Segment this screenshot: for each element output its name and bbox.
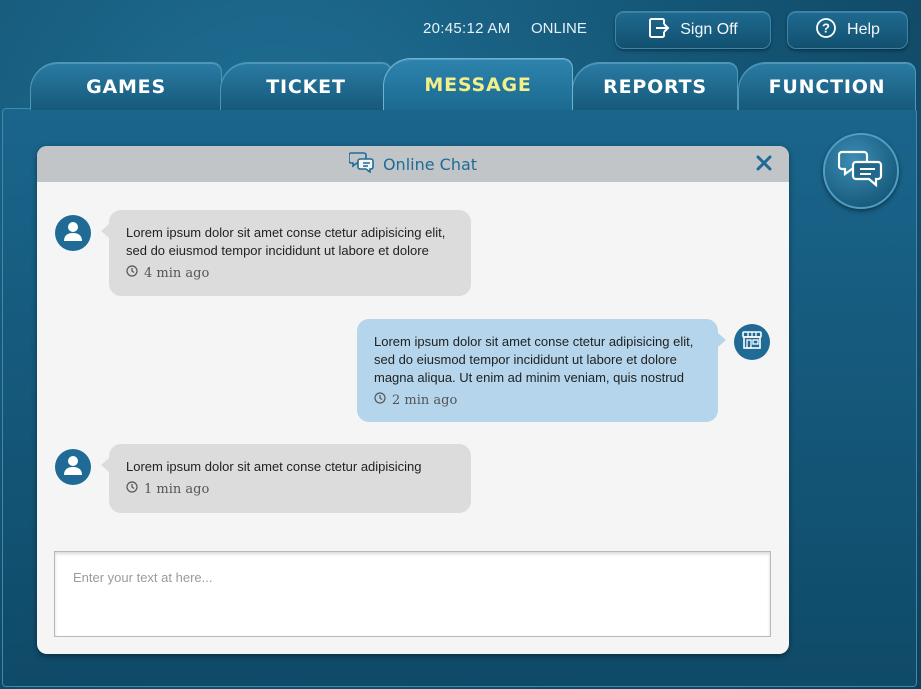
message-bubble-incoming	[109, 210, 471, 296]
chat-message-input[interactable]	[54, 551, 771, 637]
tab-reports[interactable]: REPORTS	[572, 62, 738, 110]
message-text: Lorem ipsum dolor sit amet conse ctetur adipisicing elit, sed do eiusmod tempor incididunt ut labore et dolore	[126, 225, 446, 258]
user-icon	[61, 219, 85, 248]
message-text: Lorem ipsum dolor sit amet conse ctetur adipisicing elit, sed do eiusmod tempor incididunt ut labore et dolore magna aliqua. Ut enim ad minim veniam, quis nostrud	[374, 334, 694, 385]
tab-function[interactable]: FUNCTION	[738, 62, 916, 110]
message-time: 1 min ago	[126, 481, 454, 499]
sign-off-button[interactable]	[615, 11, 771, 49]
message-bubble-outgoing	[357, 319, 718, 422]
tab-message[interactable]: MESSAGE	[383, 58, 573, 110]
tab-ticket[interactable]: TICKET	[220, 62, 392, 110]
close-icon[interactable]	[755, 154, 773, 176]
clock-icon	[126, 481, 138, 499]
sign-off-label: Sign Off	[680, 21, 738, 38]
chat-header	[37, 146, 789, 182]
tab-games[interactable]: GAMES	[30, 62, 222, 110]
clock-icon	[126, 265, 138, 283]
message-time: 4 min ago	[126, 265, 454, 283]
clock-icon	[374, 392, 386, 410]
message-time: 2 min ago	[374, 392, 701, 410]
message-bubble-incoming	[109, 444, 471, 513]
status-label: ONLINE	[531, 20, 587, 37]
user-icon	[61, 453, 85, 482]
message-text: Lorem ipsum dolor sit amet conse ctetur adipisicing	[126, 459, 422, 474]
chat-bubbles-icon	[349, 151, 375, 177]
clock: 20:45:12 AM	[423, 20, 511, 37]
user-avatar	[55, 215, 91, 251]
chat-title: Online Chat	[382, 154, 478, 174]
chat-toggle-button[interactable]	[823, 133, 899, 209]
store-avatar	[734, 324, 770, 360]
svg-text:?: ?	[822, 20, 831, 35]
chat-bubbles-icon	[838, 149, 884, 194]
chat-window	[37, 146, 789, 654]
user-avatar	[55, 449, 91, 485]
sign-out-icon	[648, 17, 670, 44]
help-button[interactable]	[787, 11, 908, 49]
store-icon	[740, 328, 764, 357]
help-label: Help	[847, 21, 880, 38]
question-circle-icon	[815, 17, 837, 44]
